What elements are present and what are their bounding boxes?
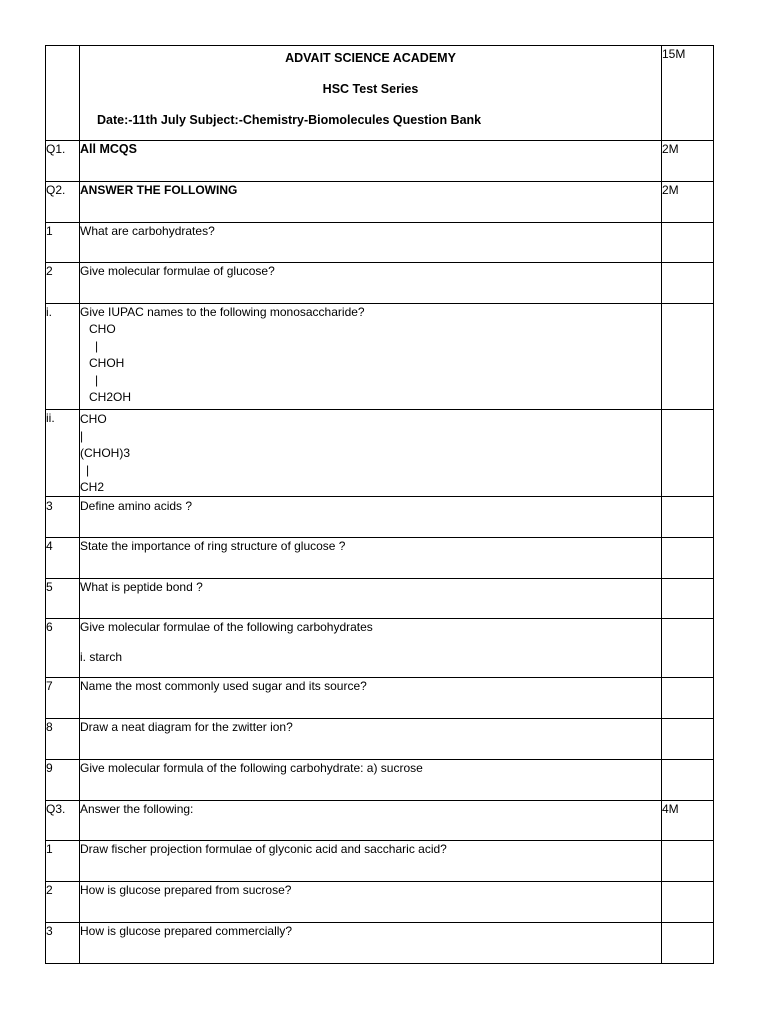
section-number: Q2. bbox=[46, 182, 80, 223]
question-row bbox=[46, 760, 714, 801]
question-text: How is glucose prepared commercially? bbox=[80, 923, 662, 964]
question-number: 1 bbox=[46, 223, 80, 263]
section-title: ANSWER THE FOLLOWING bbox=[80, 182, 662, 223]
question-number: 2 bbox=[46, 882, 80, 923]
section-number: Q1. bbox=[46, 141, 80, 182]
header-row bbox=[46, 46, 714, 141]
question-bank-table bbox=[45, 45, 714, 964]
marks-cell bbox=[662, 304, 714, 410]
chemical-structure bbox=[80, 321, 661, 406]
question-cell bbox=[80, 410, 662, 497]
marks-cell bbox=[662, 410, 714, 497]
structure-line: CH2OH bbox=[89, 390, 132, 404]
structure-line: CHO bbox=[80, 412, 107, 426]
question-number: 8 bbox=[46, 719, 80, 760]
section-number: Q3. bbox=[46, 801, 80, 841]
section-title: Answer the following: bbox=[80, 801, 662, 841]
question-text: Name the most commonly used sugar and its source? bbox=[80, 678, 662, 719]
question-row bbox=[46, 304, 714, 410]
question-row bbox=[46, 223, 714, 263]
question-number: 1 bbox=[46, 841, 80, 882]
question-cell bbox=[80, 304, 662, 410]
question-row bbox=[46, 841, 714, 882]
question-number: ii. bbox=[46, 410, 80, 497]
question-text: Give molecular formula of the following carbohydrate: a) sucrose bbox=[80, 760, 662, 801]
section-marks: 4M bbox=[662, 801, 714, 841]
date-subject-line: Date:-11th July Subject:-Chemistry-Biomolecules Question Bank bbox=[97, 113, 482, 127]
question-number: 3 bbox=[46, 923, 80, 964]
question-text: Give molecular formulae of the following carbohydrates bbox=[80, 620, 373, 634]
section-row-q2 bbox=[46, 182, 714, 223]
structure-line: CH2 bbox=[80, 480, 105, 494]
question-number: 9 bbox=[46, 760, 80, 801]
structure-line: CHO bbox=[89, 322, 116, 336]
marks-cell bbox=[662, 923, 714, 964]
marks-cell bbox=[662, 497, 714, 538]
question-row bbox=[46, 719, 714, 760]
question-row bbox=[46, 497, 714, 538]
test-series-title: HSC Test Series bbox=[322, 82, 419, 96]
marks-cell bbox=[662, 223, 714, 263]
institute-name: ADVAIT SCIENCE ACADEMY bbox=[285, 51, 456, 65]
question-row bbox=[46, 538, 714, 579]
question-text: Define amino acids ? bbox=[80, 497, 662, 538]
question-number: i. bbox=[46, 304, 80, 410]
marks-cell bbox=[662, 263, 714, 304]
section-row-q3 bbox=[46, 801, 714, 841]
question-text: Draw a neat diagram for the zwitter ion? bbox=[80, 719, 662, 760]
marks-cell bbox=[662, 579, 714, 619]
section-marks: 2M bbox=[662, 141, 714, 182]
question-cell bbox=[80, 619, 662, 678]
chemical-structure bbox=[80, 411, 661, 496]
structure-line: CHOH bbox=[89, 356, 125, 370]
marks-cell bbox=[662, 841, 714, 882]
marks-cell bbox=[662, 678, 714, 719]
marks-cell bbox=[662, 882, 714, 923]
total-marks: 15M bbox=[662, 46, 714, 141]
question-row bbox=[46, 923, 714, 964]
structure-bond: | bbox=[80, 429, 84, 443]
question-row bbox=[46, 678, 714, 719]
section-row-q1 bbox=[46, 141, 714, 182]
question-row bbox=[46, 619, 714, 678]
structure-bond: | bbox=[95, 373, 99, 387]
question-text: What is peptide bond ? bbox=[80, 579, 662, 619]
structure-bond: | bbox=[95, 339, 99, 353]
question-text: What are carbohydrates? bbox=[80, 223, 662, 263]
sub-question: i. starch bbox=[80, 650, 123, 664]
marks-cell bbox=[662, 619, 714, 678]
marks-cell bbox=[662, 538, 714, 579]
section-title: All MCQS bbox=[80, 141, 662, 182]
question-text: State the importance of ring structure of glucose ? bbox=[80, 538, 662, 579]
question-row bbox=[46, 882, 714, 923]
question-text: Give IUPAC names to the following monosaccharide? bbox=[80, 305, 365, 319]
structure-line: (CHOH)3 bbox=[80, 446, 130, 460]
question-row bbox=[46, 410, 714, 497]
header-title-cell bbox=[80, 46, 662, 141]
question-number: 6 bbox=[46, 619, 80, 678]
header-number-cell bbox=[46, 46, 80, 141]
question-row bbox=[46, 579, 714, 619]
question-text: Draw fischer projection formulae of glyconic acid and saccharic acid? bbox=[80, 841, 662, 882]
question-number: 5 bbox=[46, 579, 80, 619]
marks-cell bbox=[662, 760, 714, 801]
section-marks: 2M bbox=[662, 182, 714, 223]
question-number: 2 bbox=[46, 263, 80, 304]
question-number: 4 bbox=[46, 538, 80, 579]
question-row bbox=[46, 263, 714, 304]
question-number: 7 bbox=[46, 678, 80, 719]
question-number: 3 bbox=[46, 497, 80, 538]
question-text: How is glucose prepared from sucrose? bbox=[80, 882, 662, 923]
marks-cell bbox=[662, 719, 714, 760]
question-text: Give molecular formulae of glucose? bbox=[80, 263, 662, 304]
structure-bond: | bbox=[86, 463, 90, 477]
